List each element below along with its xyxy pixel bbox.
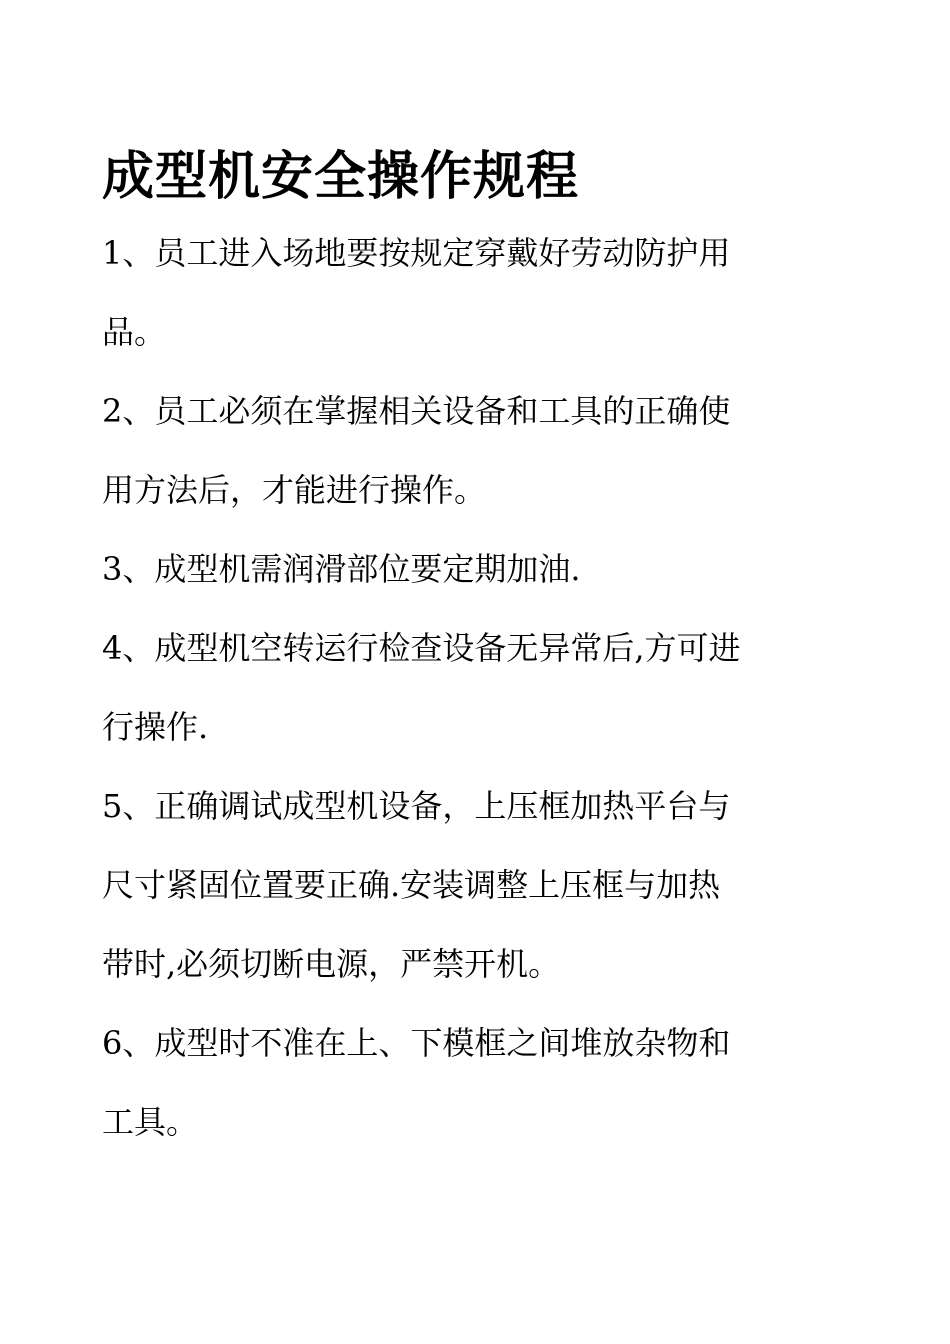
- rule-line: 5、正确调试成型机设备，上压框加热平台与: [102, 787, 731, 825]
- rule-line: 6、成型时不准在上、下模框之间堆放杂物和: [102, 1024, 731, 1062]
- rule-line: 1、员工进入场地要按规定穿戴好劳动防护用: [102, 234, 731, 272]
- document-title: 成型机安全操作规程: [102, 147, 580, 207]
- rule-item-1: [102, 214, 812, 372]
- rule-line: 3、成型机需润滑部位要定期加油.: [102, 550, 581, 588]
- rule-item-5: [102, 767, 812, 1004]
- rule-item-6: [102, 1004, 812, 1162]
- rule-line: 品。: [102, 313, 167, 351]
- rule-item-2: [102, 372, 812, 530]
- rule-item-3: [102, 530, 812, 609]
- rule-line: 带时,必须切断电源，严禁开机。: [102, 945, 561, 983]
- rule-line: 用方法后，才能进行操作。: [102, 471, 487, 509]
- rule-line: 工具。: [102, 1103, 199, 1141]
- rule-line: 2、员工必须在掌握相关设备和工具的正确使: [102, 392, 731, 430]
- rule-line: 尺寸紧固位置要正确.安装调整上压框与加热: [102, 866, 721, 904]
- rule-line: 4、成型机空转运行检查设备无异常后,方可进: [102, 629, 741, 667]
- document-body: [102, 140, 812, 1162]
- rule-item-4: [102, 609, 812, 767]
- rule-line: 行操作.: [102, 708, 209, 746]
